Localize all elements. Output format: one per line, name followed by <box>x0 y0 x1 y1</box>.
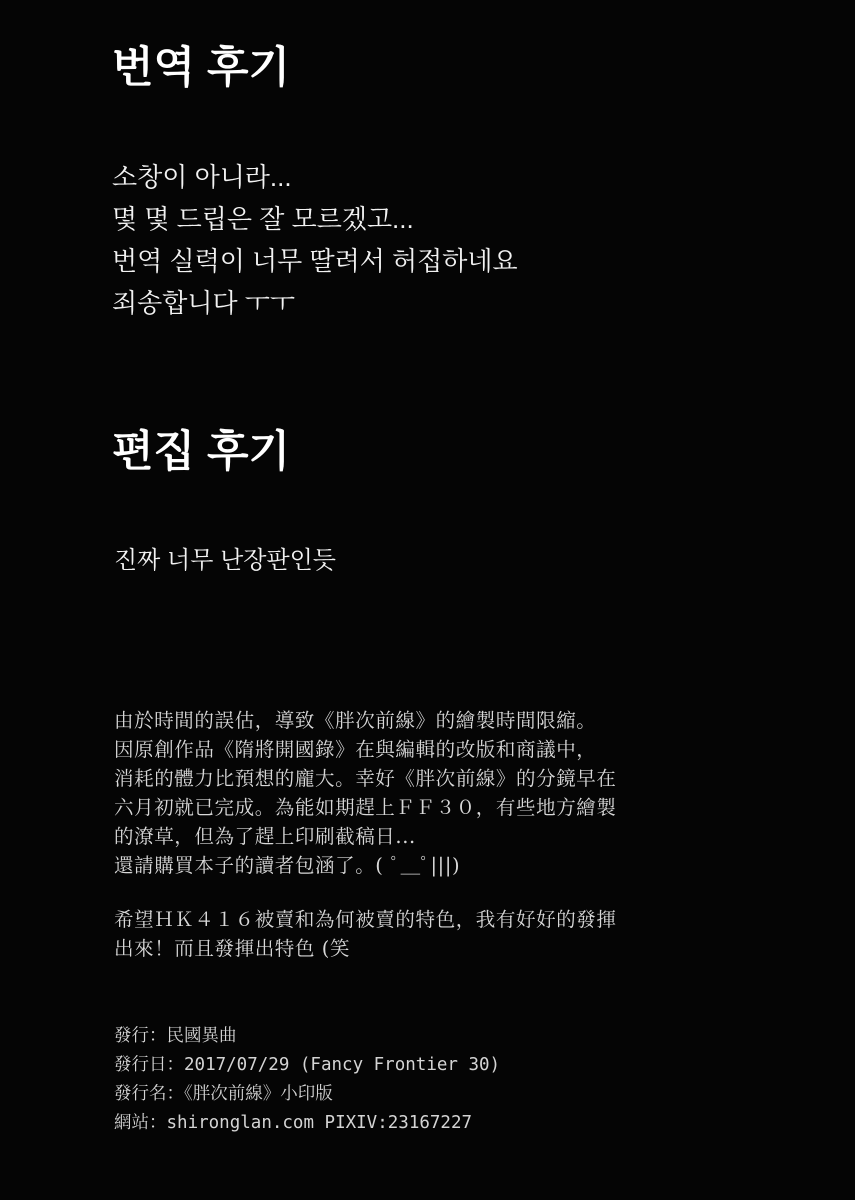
translator-afterword-text <box>112 156 518 324</box>
translator-note-line: 번역 실력이 너무 딸려서 허접하네요 <box>112 246 518 276</box>
afterword-line: 還請購買本子的讀者包涵了。( ﾟ＿ﾟ|||) <box>114 854 461 877</box>
editor-afterword-heading: 편집 후기 <box>112 428 291 476</box>
afterword-line: 由於時間的誤估，導致《胖次前線》的繪製時間限縮。 <box>114 709 597 732</box>
afterword-line: 六月初就已完成。為能如期趕上ＦＦ３０，有些地方繪製 <box>114 796 617 819</box>
afterword-line: 出來！而且發揮出特色 (笑 <box>114 937 351 960</box>
afterword-line: 希望ＨＫ４１６被賣和為何被賣的特色，我有好好的發揮 <box>114 908 617 931</box>
translator-note-line: 죄송합니다 ㅜㅜ <box>112 288 296 318</box>
colophon-website: 網站：shironglan.com PIXIV:23167227 <box>114 1113 473 1133</box>
author-afterword-paragraph-1 <box>114 706 617 880</box>
translator-note-line: 소창이 아니라... <box>112 162 292 192</box>
colophon-title: 發行名：《胖次前線》小印版 <box>114 1084 333 1104</box>
colophon-publisher: 發行：民國異曲 <box>114 1026 237 1046</box>
translator-note-line: 몇 몇 드립은 잘 모르겠고... <box>112 204 414 234</box>
author-afterword-paragraph-2 <box>114 905 617 963</box>
translator-afterword-heading: 번역 후기 <box>112 44 291 92</box>
colophon-release-date: 發行日：2017/07/29 (Fancy Frontier 30) <box>114 1055 501 1075</box>
afterword-line: 因原創作品《隋將開國錄》在與編輯的改版和商議中， <box>114 738 597 761</box>
afterword-line: 消耗的體力比預想的龐大。幸好《胖次前線》的分鏡早在 <box>114 767 617 790</box>
editor-afterword-text: 진짜 너무 난장판인듯 <box>114 547 336 574</box>
colophon <box>114 1022 500 1138</box>
afterword-line: 的潦草，但為了趕上印刷截稿日... <box>114 825 416 848</box>
